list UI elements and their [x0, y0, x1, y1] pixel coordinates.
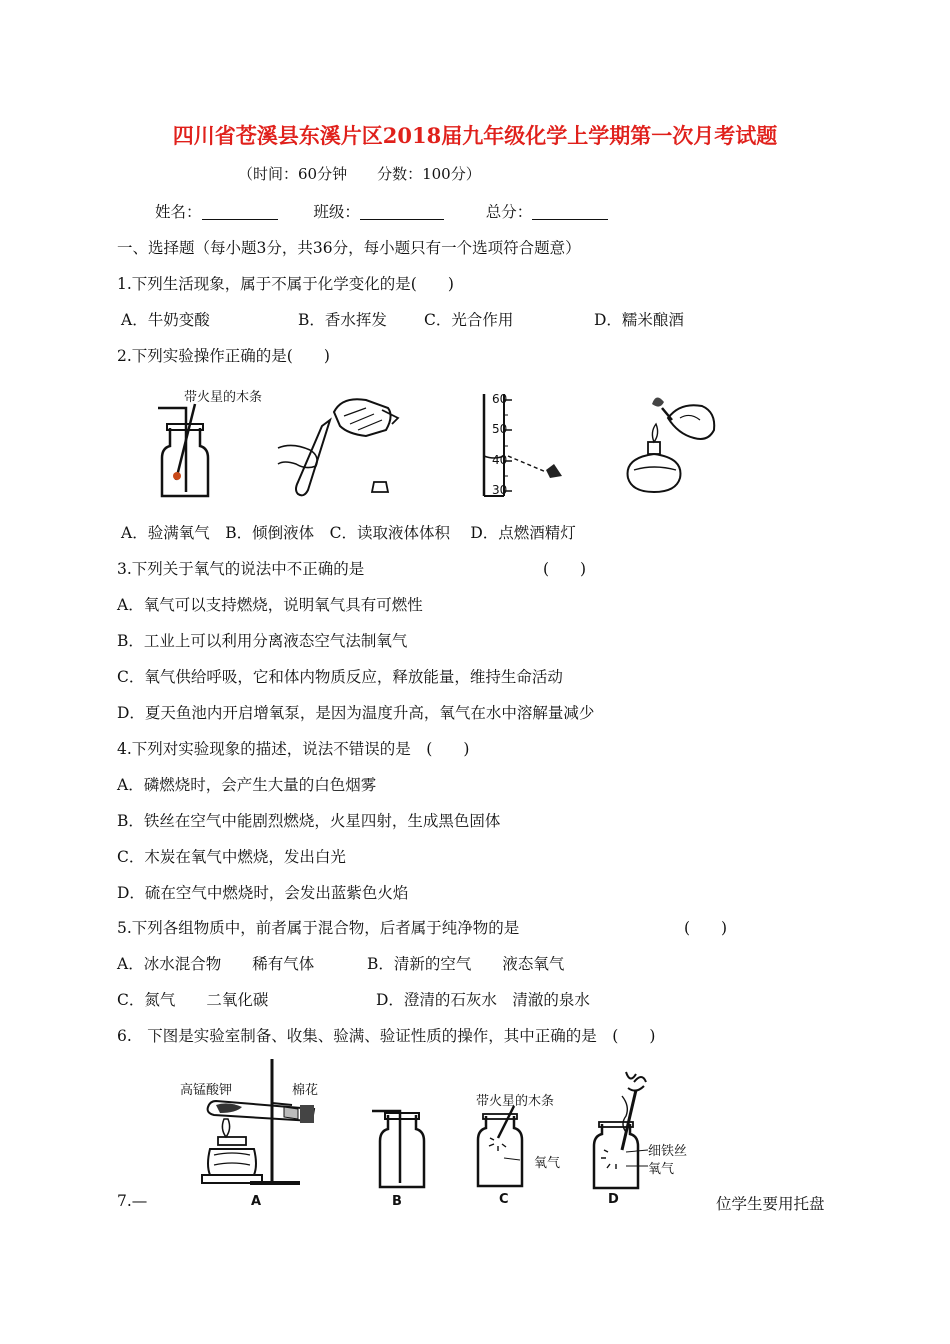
cyl-tick-30: 30 — [492, 483, 508, 497]
score-label: 总分： — [485, 203, 533, 221]
q5-option-c: C．氮气 二氧化碳 — [117, 991, 269, 1009]
q6-caption-d: D — [608, 1192, 619, 1207]
q1-option-a: A．牛奶变酸 — [121, 311, 210, 329]
q1-stem: 1.下列生活现象，属于不属于化学变化的是( ) — [117, 275, 454, 293]
q5-option-b: B．清新的空气 液态氧气 — [367, 955, 565, 973]
label-cotton: 棉花 — [292, 1083, 319, 1098]
q2-figure-a — [150, 384, 280, 504]
label-oxygen-c: 氧气 — [534, 1156, 561, 1171]
q3-option-d: D．夏天鱼池内开启增氧泵，是因为温度升高，氧气在水中溶解量减少 — [117, 704, 595, 722]
exam-info: （时间：60分钟 分数：100分） — [238, 165, 481, 183]
q6-figure-b — [368, 1105, 438, 1190]
q6-stem: 6. 下图是实验室制备、收集、验满、验证性质的操作，其中正确的是 ( ) — [117, 1027, 656, 1045]
q2-options: A．验满氧气 B．倾倒液体 C．读取液体体积 D．点燃酒精灯 — [121, 524, 576, 542]
q3-option-a: A．氧气可以支持燃烧，说明氧气具有可燃性 — [117, 596, 423, 614]
q6-caption-a: A — [251, 1194, 262, 1209]
q2-stem: 2.下列实验操作正确的是( ) — [117, 347, 330, 365]
class-label: 班级： — [313, 203, 360, 221]
q6-caption-b: B — [392, 1194, 402, 1209]
q1-option-b: B．香水挥发 — [298, 311, 387, 329]
q4-option-b: B．铁丝在空气中能剧烈燃烧，火星四射，生成黑色固体 — [117, 812, 501, 830]
q3-option-c: C．氧气供给呼吸，它和体内物质反应，释放能量，维持生命活动 — [117, 668, 563, 686]
q6-figure-d — [586, 1066, 696, 1192]
info-row — [155, 200, 608, 222]
q7-start: 7.— — [117, 1192, 148, 1210]
section-heading: 一、选择题（每小题3分，共36分，每小题只有一个选项符合题意） — [117, 239, 581, 257]
name-label: 姓名： — [155, 203, 202, 221]
q7-end: 位学生要用托盘 — [716, 1195, 825, 1213]
q1-option-c: C．光合作用 — [424, 311, 514, 329]
q5-option-d: D．澄清的石灰水 清澈的泉水 — [376, 991, 590, 1009]
q1-option-d: D．糯米酿酒 — [594, 311, 684, 329]
q5-option-a: A．冰水混合物 稀有气体 — [117, 955, 315, 973]
cyl-tick-40: 40 — [492, 453, 508, 467]
cyl-tick-60: 60 — [492, 392, 508, 406]
q4-stem: 4.下列对实验现象的描述，说法不错误的是 ( ) — [117, 740, 470, 758]
q3-stem: 3.下列关于氧气的说法中不正确的是 — [117, 560, 365, 578]
q6-figure-a — [180, 1055, 340, 1185]
label-splint: 带火星的木条 — [476, 1094, 555, 1109]
q6-caption-c: C — [499, 1192, 509, 1207]
q5-stem: 5.下列各组物质中，前者属于混合物，后者属于纯净物的是 — [117, 919, 520, 937]
q2-figure-c — [478, 390, 573, 500]
q2-figure-d — [620, 388, 730, 503]
q4-option-c: C．木炭在氧气中燃烧，发出白光 — [117, 848, 346, 866]
q6-figure-c — [470, 1090, 570, 1190]
q3-paren: ( ) — [543, 560, 587, 578]
q4-option-d: D．硫在空气中燃烧时，会发出蓝紫色火焰 — [117, 884, 409, 902]
name-blank — [202, 203, 278, 220]
q2-figure-b — [270, 390, 420, 505]
cyl-tick-50: 50 — [492, 422, 508, 436]
q2-fig-a-label: 带火星的木条 — [184, 390, 263, 405]
label-kmno4: 高锰酸钾 — [180, 1083, 233, 1098]
page-title: 四川省苍溪县东溪片区2018届九年级化学上学期第一次月考试题 — [172, 123, 778, 148]
q4-option-a: A．磷燃烧时，会产生大量的白色烟雾 — [117, 776, 377, 794]
score-blank — [532, 203, 608, 220]
label-oxygen-d: 氧气 — [648, 1162, 675, 1177]
q5-paren: ( ) — [684, 919, 728, 937]
q3-option-b: B．工业上可以利用分离液态空气法制氧气 — [117, 632, 408, 650]
class-blank — [360, 203, 444, 220]
label-wire: 细铁丝 — [648, 1144, 688, 1159]
